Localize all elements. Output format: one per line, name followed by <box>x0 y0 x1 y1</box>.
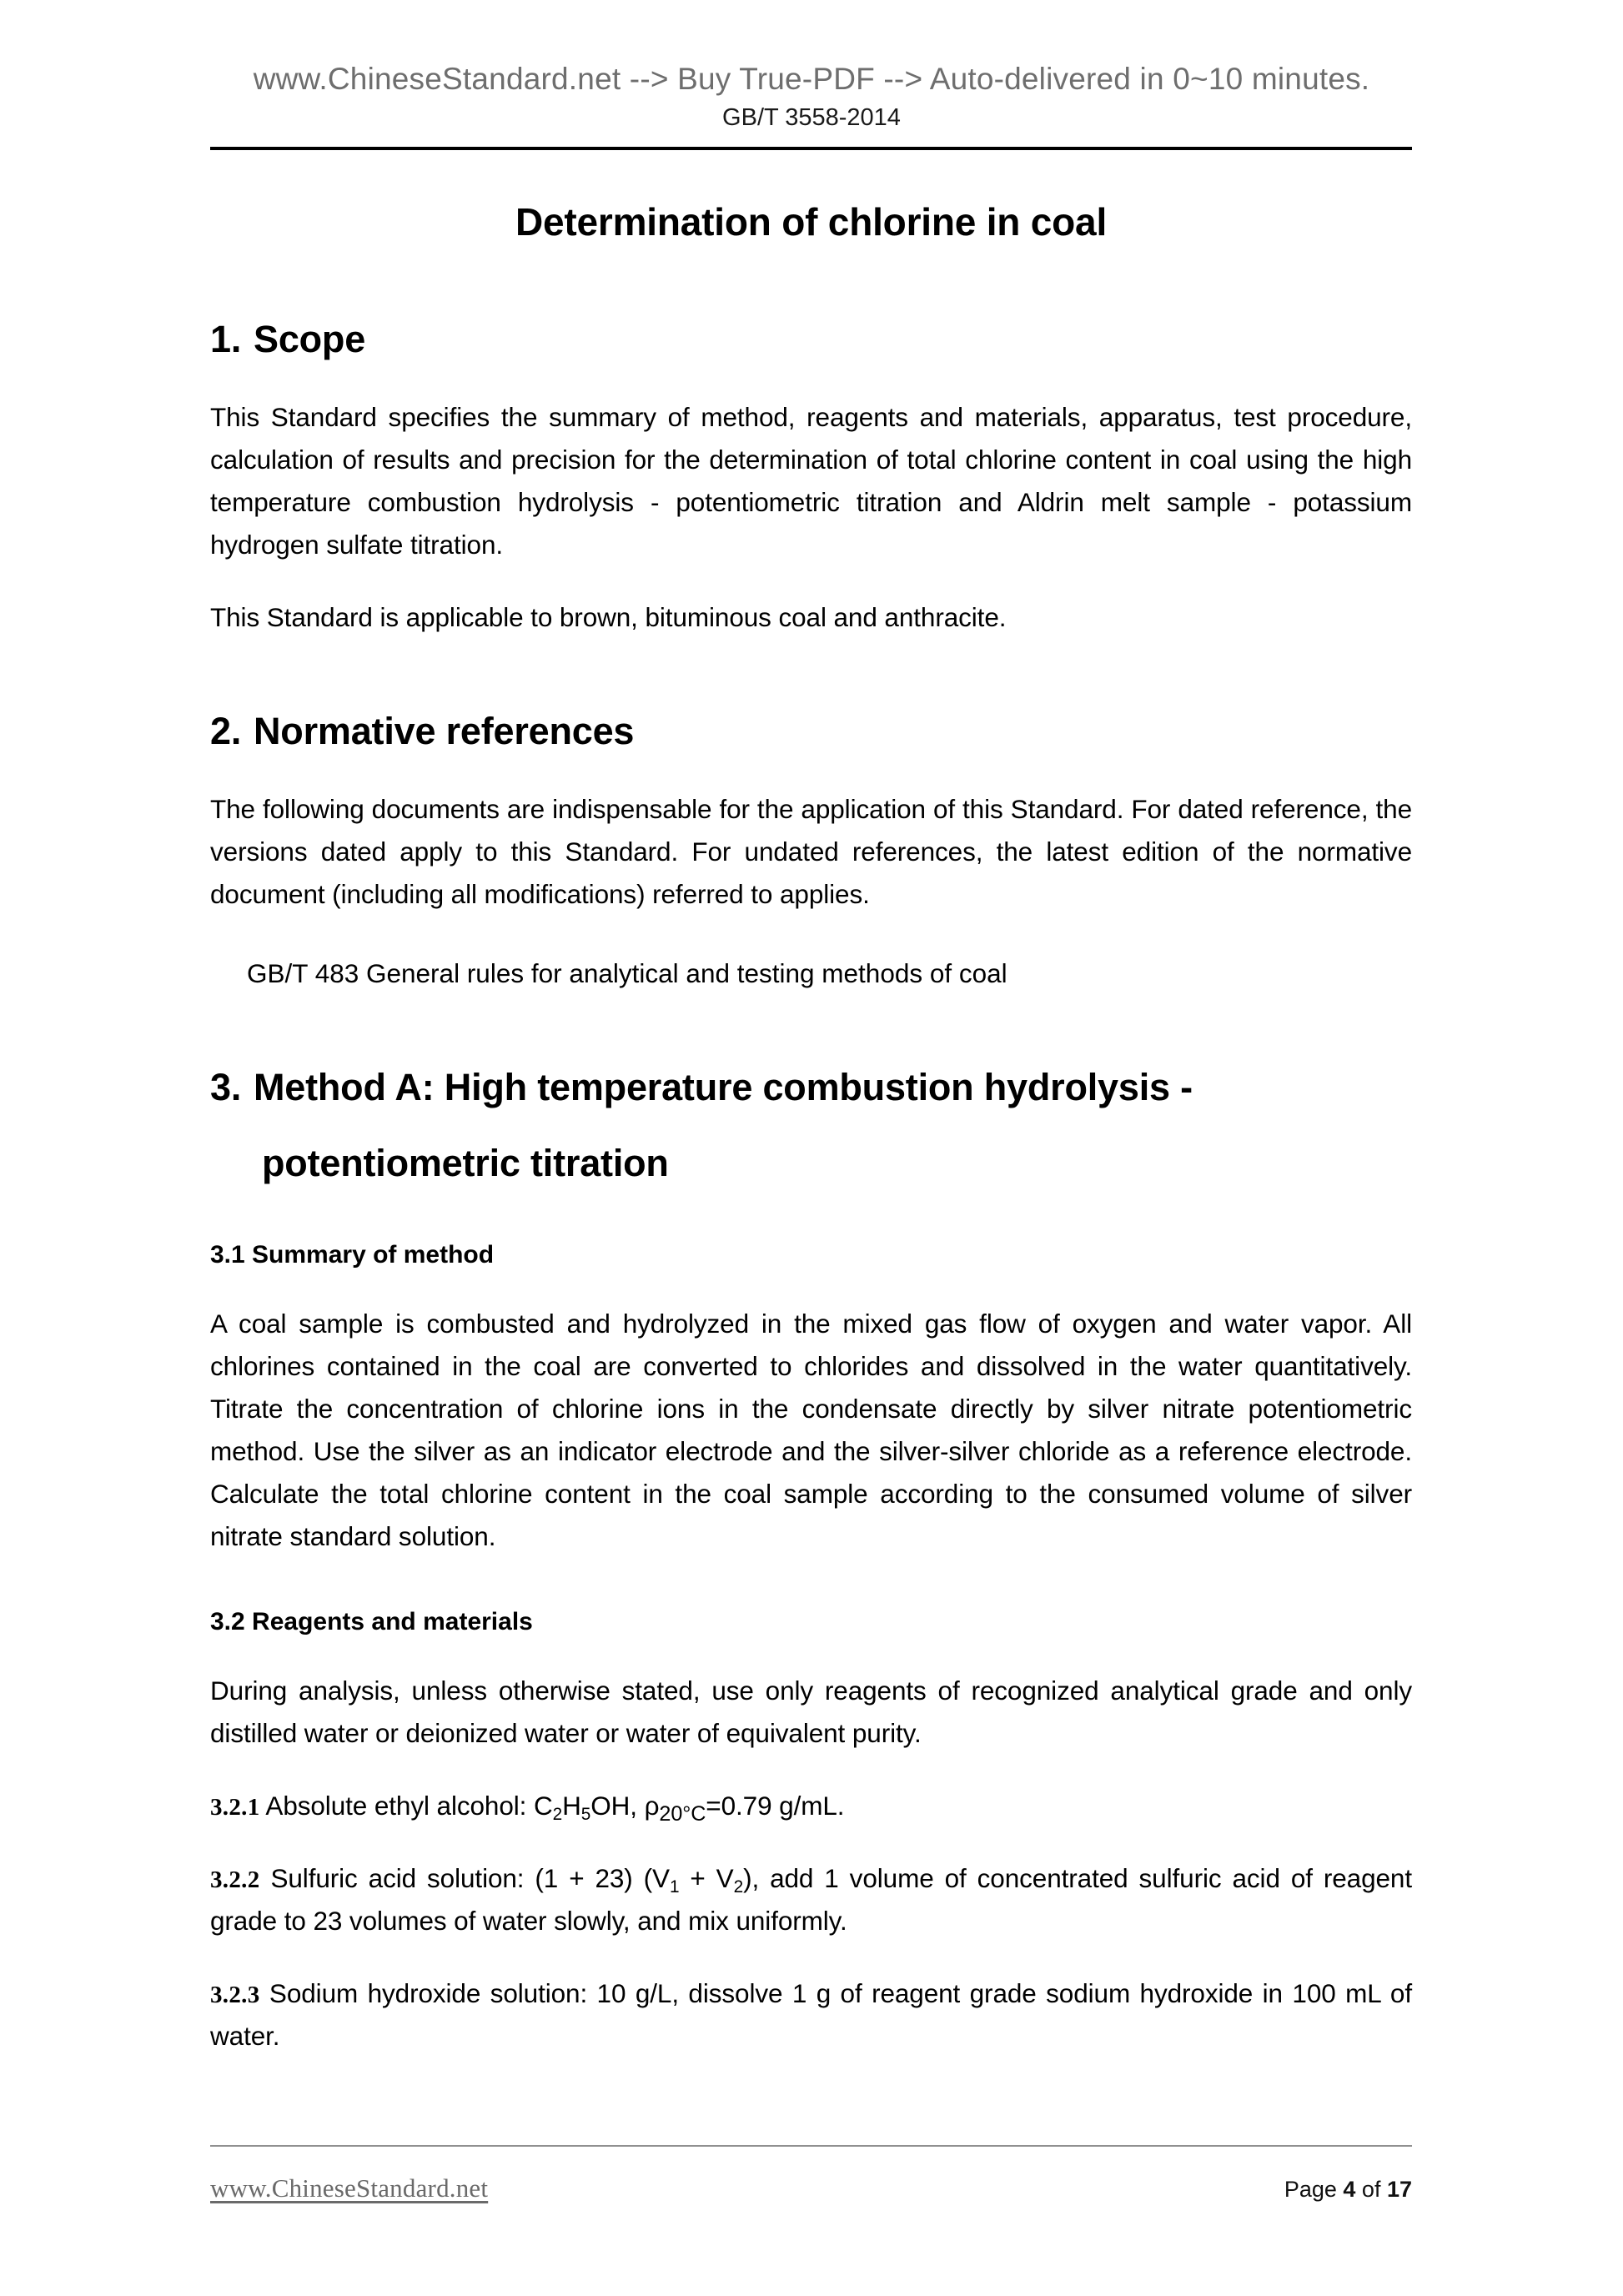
clause-2-number: 2. <box>210 709 242 752</box>
volume-subscript-two: 2 <box>733 1876 744 1897</box>
reagent-item-3-2-1-text-tail: =0.79 g/mL. <box>706 1790 845 1821</box>
page-number-prefix: Page <box>1284 2177 1344 2202</box>
reagent-item-3-2-1-number: 3.2.1 <box>210 1793 260 1821</box>
footer-website-link[interactable]: www.ChineseStandard.net <box>210 2173 489 2203</box>
clause-2-title: Normative references <box>254 709 635 752</box>
page-number-separator: of <box>1355 2177 1387 2202</box>
reagent-item-3-2-3-number: 3.2.3 <box>210 1981 260 2008</box>
clause-1-number: 1. <box>210 317 242 360</box>
normative-reference-entry: GB/T 483 General rules for analytical and testing methods of coal <box>247 958 1007 989</box>
reagent-item-3-2-2-text-lead: Sulfuric acid solution: (1 + 23) (V <box>259 1862 670 1893</box>
volume-separator: + V <box>679 1862 734 1893</box>
formula-ethanol-hydrogen: H <box>562 1790 581 1821</box>
clause-3-heading <box>210 1060 1412 1191</box>
subclause-3-1-heading: 3.1 Summary of method <box>210 1240 495 1269</box>
page-content <box>210 180 1412 2057</box>
subclause-3-1-paragraph: A coal sample is combusted and hydrolyzed in the mixed gas flow of oxygen and water vapor. All chlorines contained in the coal are converted to chlorides and dissolved in the water quantitatively. Titrate the concentration of chlorine ions in the condensate directly by silver nitrate potentiometric method. Use the silver as an indicator electrode and the silver-silver chloride as a reference electrode. Calculate the total chlorine content in the coal sample according to the consumed volume of silver nitrate standard solution. <box>210 1308 1412 1551</box>
formula-subscript-ethanol-carbon: 2 <box>552 1804 563 1824</box>
volume-subscript-one: 1 <box>669 1876 680 1897</box>
reagent-item-3-2-3 <box>210 1972 1412 2057</box>
clause-1-heading <box>210 312 1412 366</box>
formula-subscript-ethanol-hydrogen: 5 <box>580 1804 591 1824</box>
page-number-total: 17 <box>1386 2177 1412 2202</box>
reagent-item-3-2-2-number: 3.2.2 <box>210 1866 260 1893</box>
subclause-3-2-intro-paragraph: During analysis, unless otherwise stated, use only reagents of recognized analytical grade and only distilled water or deionized water or water of equivalent purity. <box>210 1675 1412 1748</box>
clause-1-paragraph-1: This Standard specifies the summary of method, reagents and materials, apparatus, test procedure, calculation of results and precision for the determination of total chlorine content in coal using the high temperature combustion hydrolysis - potentiometric titration and Aldrin melt sample - potassium hydrogen sulfate titration. <box>210 401 1412 560</box>
reagent-item-3-2-1 <box>210 1785 1412 1827</box>
page-number-current: 4 <box>1343 2177 1356 2202</box>
clause-2-paragraph-1: The following documents are indispensable for the application of this Standard. For dated reference, the versions dated apply to this Standard. For undated references, the latest edition of the normative document (including all modifications) referred to applies. <box>210 794 1412 910</box>
reagent-item-3-2-2-text-tail: ), add 1 volume of concentrated sulfuric acid of reagent grade to 23 volumes of water slowly, and mix uniformly. <box>210 1862 1413 1936</box>
formula-ethanol-hydroxyl-density: OH, ρ <box>590 1790 660 1821</box>
clause-3-number: 3. <box>210 1066 242 1109</box>
document-title: Determination of chlorine in coal <box>515 200 1108 244</box>
clause-2-heading <box>210 704 1412 758</box>
footer-divider <box>210 2145 1412 2147</box>
promo-watermark-text: www.ChineseStandard.net --> Buy True-PDF --> Auto-delivered in 0~10 minutes. <box>253 62 1370 96</box>
reagent-item-3-2-3-text: Sodium hydroxide solution: 10 g/L, dissolve 1 g of reagent grade sodium hydroxide in 100 mL of water. <box>210 1977 1412 2051</box>
subclause-3-2-heading: 3.2 Reagents and materials <box>210 1607 533 1635</box>
clause-3-title-line-2: potentiometric titration <box>262 1142 669 1185</box>
running-header <box>0 62 1623 132</box>
clause-1-title: Scope <box>254 317 366 360</box>
page-number-indicator <box>1284 2177 1412 2203</box>
clause-1-paragraph-2: This Standard is applicable to brown, bituminous coal and anthracite. <box>210 601 1007 632</box>
clause-3-title-line-1: Method A: High temperature combustion hydrolysis - <box>254 1066 1193 1109</box>
reagent-item-3-2-2 <box>210 1857 1412 1942</box>
header-divider <box>210 147 1412 150</box>
standard-number: GB/T 3558-2014 <box>722 103 901 131</box>
reagent-item-3-2-1-text-lead: Absolute ethyl alcohol: C <box>259 1790 553 1821</box>
density-subscript-temperature: 20°C <box>659 1801 706 1826</box>
page-footer <box>210 2173 1412 2203</box>
